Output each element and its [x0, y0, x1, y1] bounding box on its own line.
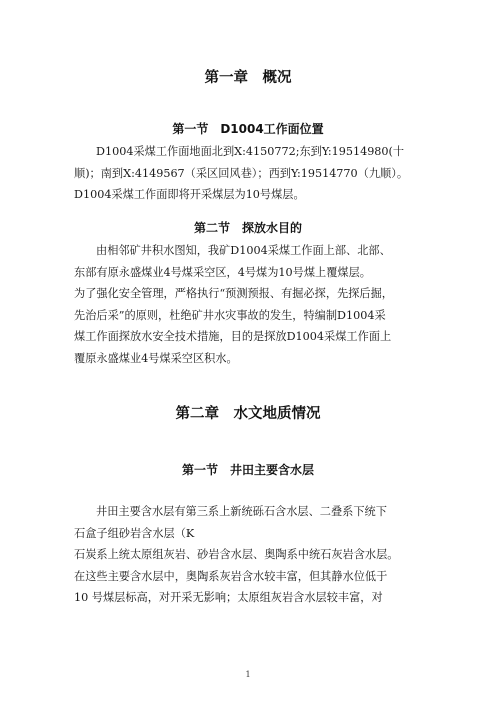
paragraph-line: 为了强化安全管理，严格执行“预测预报、有掘必探，先探后掘，	[74, 287, 393, 300]
paragraph-line: 东部有原永盛煤业4号煤采空区，4号煤为10号煤上覆煤层。	[74, 265, 371, 279]
section-1-2-title: 第二节 探放水目的	[193, 221, 302, 235]
chapter-2-title: 第二章 水文地质情况	[175, 406, 321, 422]
paragraph-line: 井田主要含水层有第三系上新统砾石含水层、二叠系下统下	[96, 505, 387, 518]
paragraph-line: 先治后采”的原则，杜绝矿井水灾事故的发生，特编制D1004采	[74, 308, 386, 322]
paragraph-line: 石炭系上统太原组灰岩、砂岩含水层、奥陶系中统石灰岩含水层。	[74, 548, 399, 561]
paragraph-line: 石盒子组砂岩含水层（K	[74, 526, 195, 540]
paragraph-line: D1004采煤工作面即将开采煤层为10号煤层。	[74, 188, 305, 201]
paragraph-line: 在这些主要含水层中，奥陶系灰岩含水较丰富，但其静水位低于	[74, 569, 388, 583]
section-2-1-title: 第一节 井田主要含水层	[181, 463, 314, 477]
page-number: 1	[245, 670, 251, 679]
section-1-1-title: 第一节 D1004工作面位置	[172, 122, 324, 136]
chapter-1-title: 第一章 概况	[204, 70, 292, 86]
paragraph-line: 覆原永盛煤业4号煤采空区积水。	[74, 351, 238, 365]
section-1-1-body	[74, 141, 426, 206]
paragraph-line: 10 号煤层标高，对开采无影响；太原组灰岩含水层较丰富，对	[74, 591, 383, 604]
paragraph-line: 煤工作面探放水安全技术措施，目的是探放D1004采煤工作面上	[74, 330, 392, 343]
paragraph-line: 顺)；南到X:4149567（采区回风巷）；西到Y:19514770（九顺）。	[74, 166, 409, 180]
section-2-1-body	[74, 501, 426, 609]
section-1-2-body	[74, 240, 426, 369]
paragraph-line: D1004采煤工作面地面北到X:4150772;东到Y:19514980(十	[96, 145, 405, 158]
paragraph-line: 由相邻矿井积水图知，我矿D1004采煤工作面上部、北部、	[96, 244, 391, 257]
